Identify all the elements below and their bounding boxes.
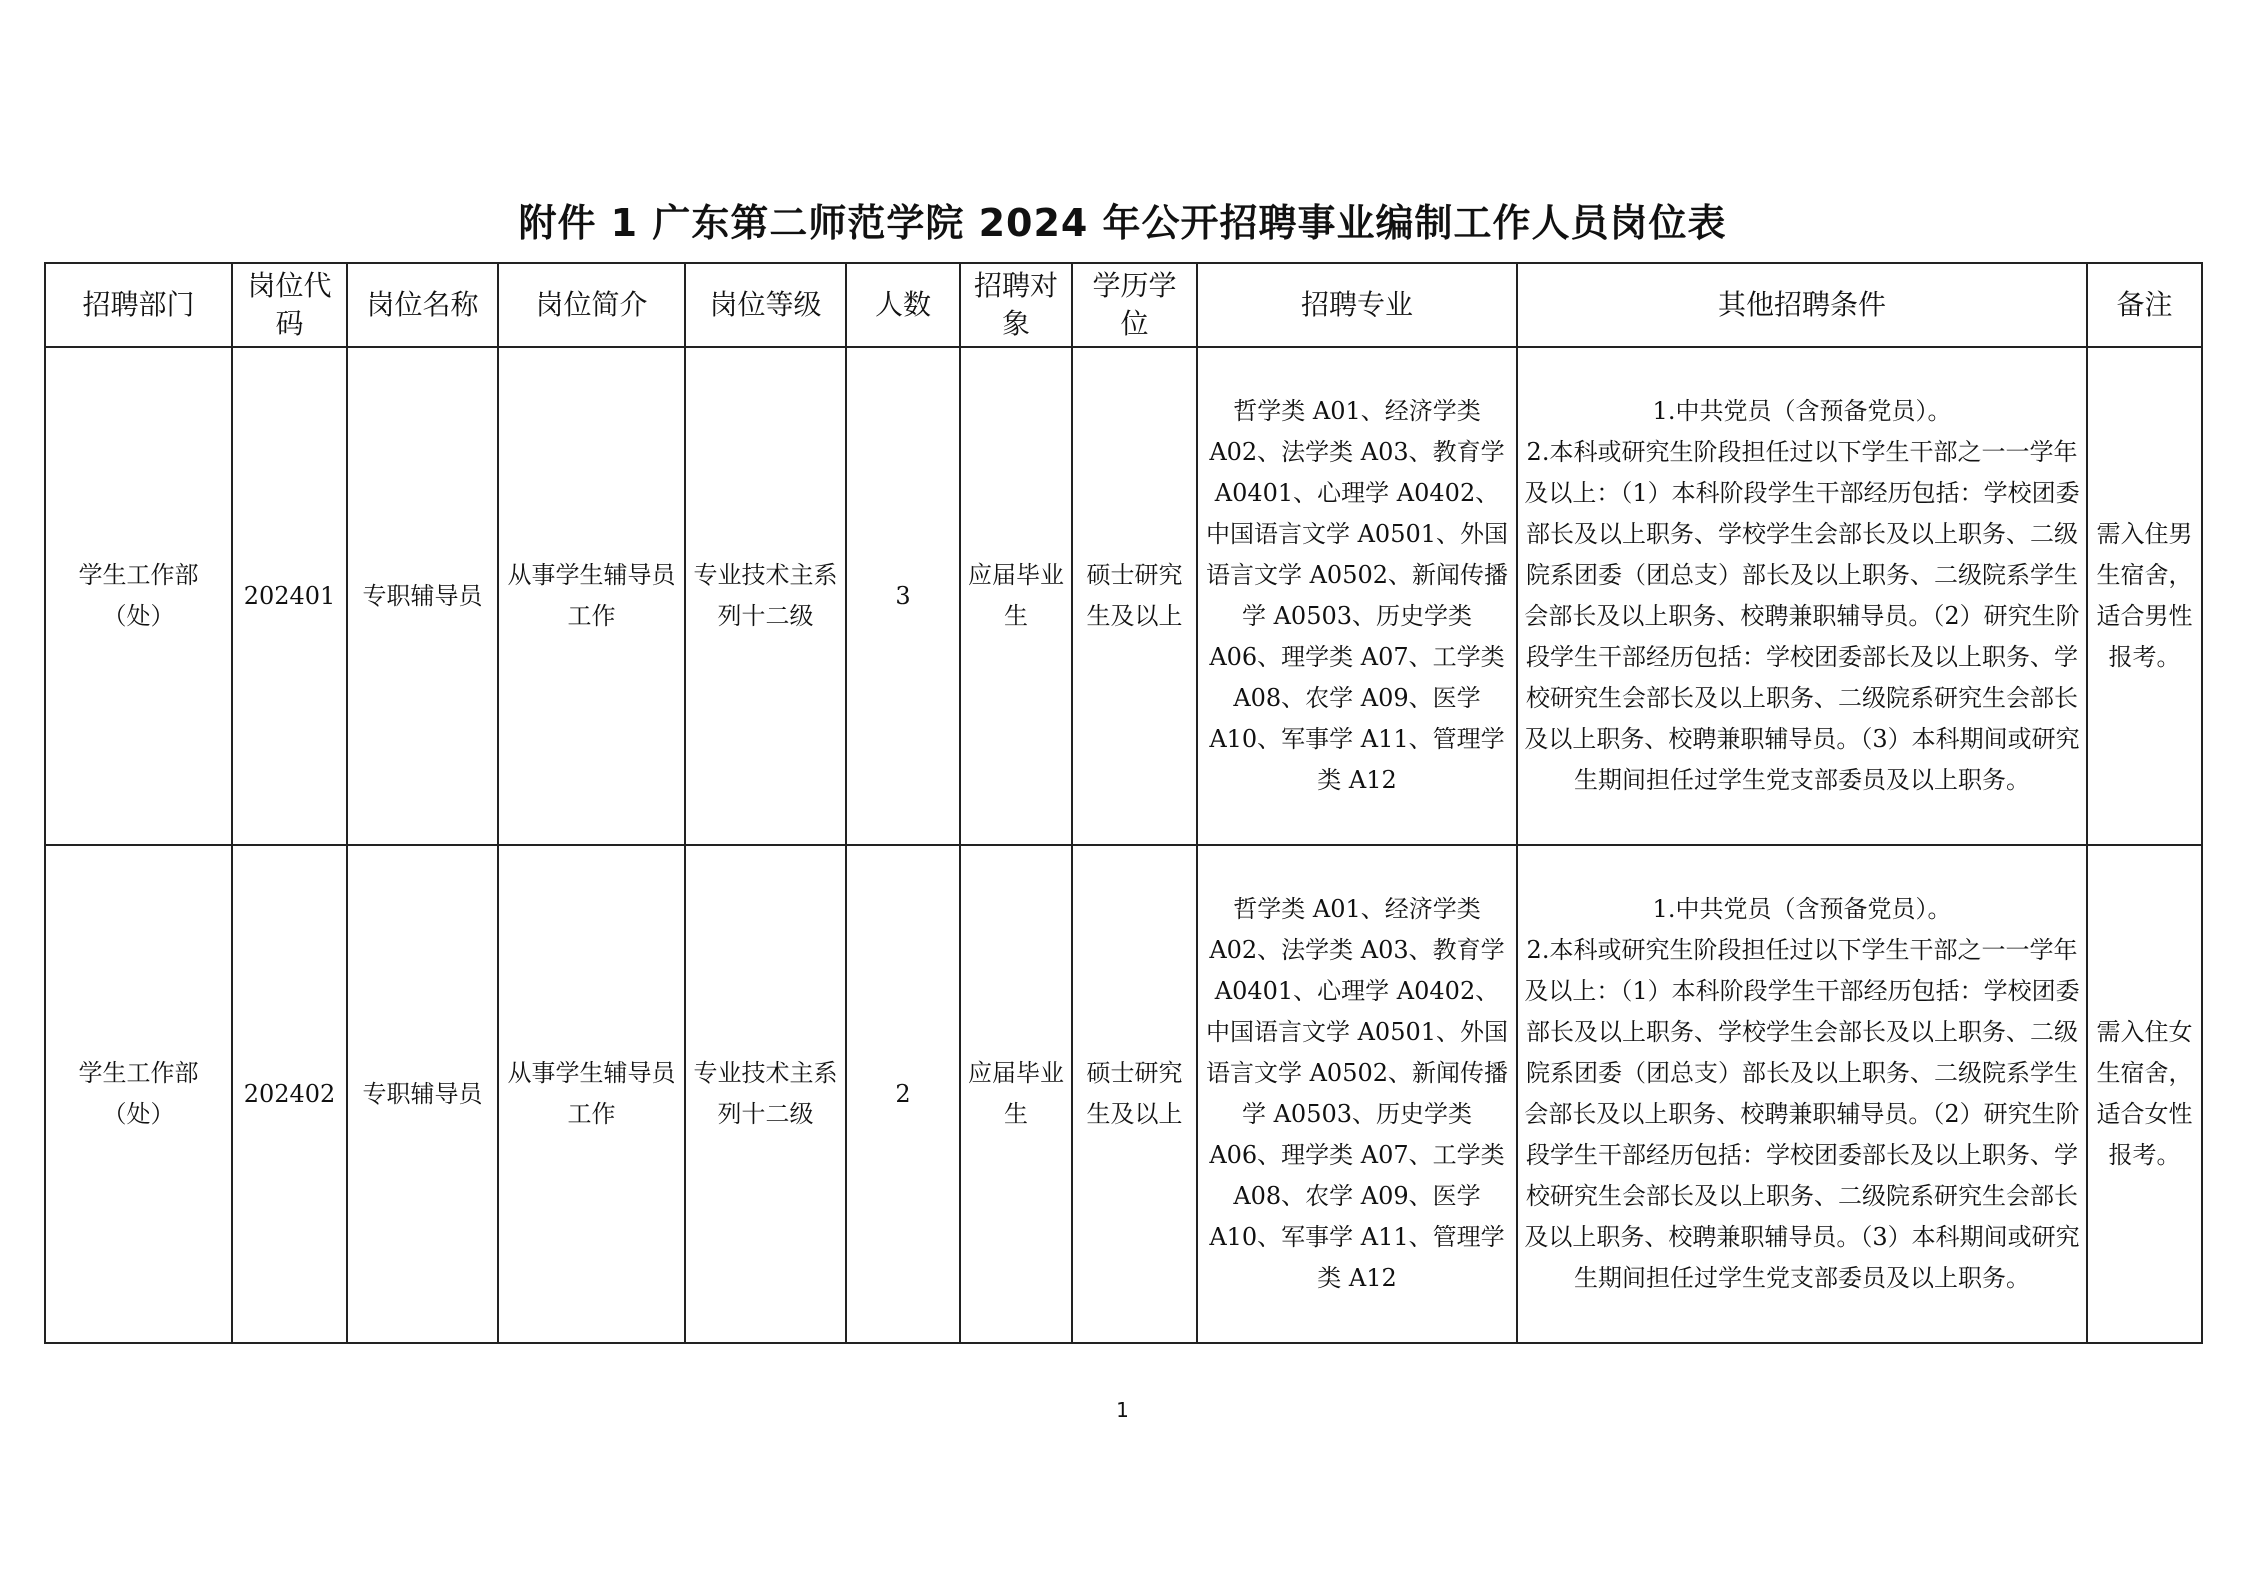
header-conditions: 其他招聘条件 [1517,263,2087,347]
cell-note: 需入住男生宿舍，适合男性报考。 [2087,347,2202,845]
cell-note: 需入住女生宿舍，适合女性报考。 [2087,845,2202,1343]
page-number: 1 [1116,1398,1129,1422]
header-major: 招聘专业 [1197,263,1517,347]
header-note: 备注 [2087,263,2202,347]
cell-level: 专业技术主系列十二级 [685,347,846,845]
cell-target: 应届毕业生 [960,845,1072,1343]
cell-level: 专业技术主系列十二级 [685,845,846,1343]
cell-count: 3 [846,347,960,845]
header-code: 岗位代码 [232,263,347,347]
header-level: 岗位等级 [685,263,846,347]
page-title: 附件 1 广东第二师范学院 2024 年公开招聘事业编制工作人员岗位表 [518,201,1727,245]
cell-code: 202402 [232,845,347,1343]
condition-line: 2.本科或研究生阶段担任过以下学生干部之一一学年及以上：（1）本科阶段学生干部经历包括：学校团委部长及以上职务、学校学生会部长及以上职务、二级院系团委（团总支）部长及以上职务、二级院系学生会部长及以上职务、校聘兼职辅导员。（2）研究生阶段学生干部经历包括：学校团委部长及以上职务、学校研究生会部长及以上职务、二级院系研究生会部长及以上职务、校聘兼职辅导员。（3）本科期间或研究生期间担任过学生党支部委员及以上职务。 [1524,936,2080,1292]
cell-major: 哲学类 A01、经济学类 A02、法学类 A03、教育学 A0401、心理学 A0402、中国语言文学 A0501、外国语言文学 A0502、新闻传播学 A0503、历史学类 A06、理学类 A07、工学类 A08、农学 A09、医学 A10、军事学 A11、管理学类 A12 [1197,347,1517,845]
table-row [45,347,2202,845]
header-target: 招聘对象 [960,263,1072,347]
position-table [44,262,2203,1344]
table-row [45,845,2202,1343]
cell-name: 专职辅导员 [347,347,498,845]
header-edu: 学历学位 [1072,263,1197,347]
cell-conditions [1517,845,2087,1343]
cell-major: 哲学类 A01、经济学类 A02、法学类 A03、教育学 A0401、心理学 A0402、中国语言文学 A0501、外国语言文学 A0502、新闻传播学 A0503、历史学类 A06、理学类 A07、工学类 A08、农学 A09、医学 A10、军事学 A11、管理学类 A12 [1197,845,1517,1343]
header-count: 人数 [846,263,960,347]
condition-line: 1.中共党员（含预备党员）。 [1652,895,1952,923]
cell-dept: 学生工作部（处） [45,845,232,1343]
condition-line: 2.本科或研究生阶段担任过以下学生干部之一一学年及以上：（1）本科阶段学生干部经历包括：学校团委部长及以上职务、学校学生会部长及以上职务、二级院系团委（团总支）部长及以上职务、二级院系学生会部长及以上职务、校聘兼职辅导员。（2）研究生阶段学生干部经历包括：学校团委部长及以上职务、学校研究生会部长及以上职务、二级院系研究生会部长及以上职务、校聘兼职辅导员。（3）本科期间或研究生期间担任过学生党支部委员及以上职务。 [1524,438,2080,794]
cell-name: 专职辅导员 [347,845,498,1343]
header-dept: 招聘部门 [45,263,232,347]
table-header-row [45,263,2202,347]
header-name: 岗位名称 [347,263,498,347]
cell-target: 应届毕业生 [960,347,1072,845]
condition-line: 1.中共党员（含预备党员）。 [1652,397,1952,425]
cell-count: 2 [846,845,960,1343]
header-intro: 岗位简介 [498,263,685,347]
cell-code: 202401 [232,347,347,845]
cell-edu: 硕士研究生及以上 [1072,347,1197,845]
cell-intro: 从事学生辅导员工作 [498,347,685,845]
cell-conditions [1517,347,2087,845]
cell-edu: 硕士研究生及以上 [1072,845,1197,1343]
cell-intro: 从事学生辅导员工作 [498,845,685,1343]
cell-dept: 学生工作部（处） [45,347,232,845]
